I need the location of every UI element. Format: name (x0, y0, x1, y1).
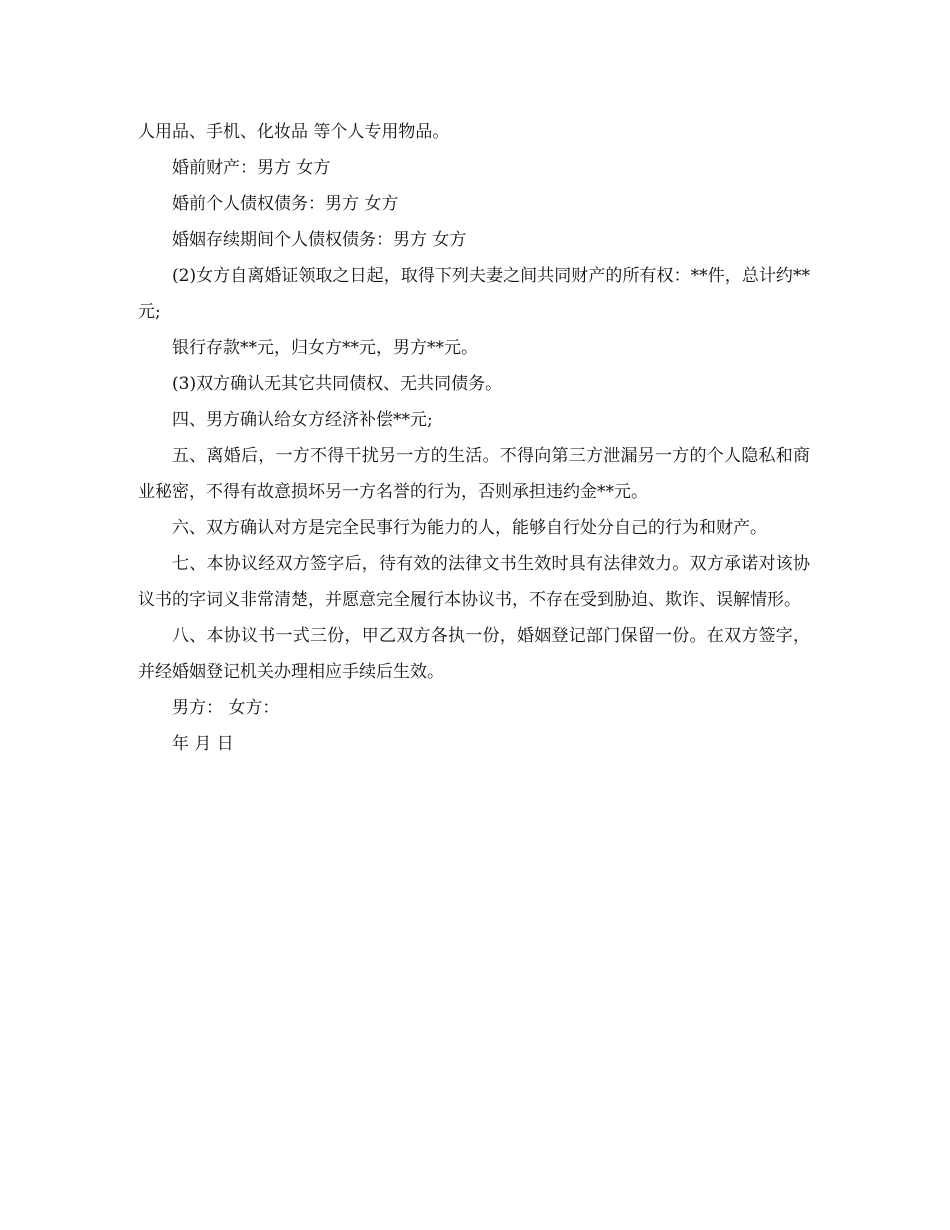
paragraph-article-7: 七、本协议经双方签字后，待有效的法律文书生效时具有法律效力。双方承诺对该协议书的字词义非常清楚，并愿意完全履行本协议书，不存在受到胁迫、欺诈、误解情形。 (138, 554, 810, 610)
document-body (138, 114, 810, 762)
paragraph-premarital-debts: 婚前个人债权债务：男方 女方 (172, 194, 399, 214)
paragraph-clause-2: (2)女方自离婚证领取之日起，取得下列夫妻之间共同财产的所有权：**件，总计约**元; (138, 266, 810, 322)
paragraph-clause-3: (3)双方确认无其它共同债权、无共同债务。 (172, 374, 503, 394)
paragraph-article-5: 五、离婚后，一方不得干扰另一方的生活。不得向第三方泄漏另一方的个人隐私和商业秘密，不得有故意损坏另一方名誉的行为，否则承担违约金**元。 (138, 446, 810, 502)
paragraph-article-4: 四、男方确认给女方经济补偿**元; (172, 410, 433, 430)
paragraph-personal-items: 人用品、手机、化妆品 等个人专用物品。 (138, 122, 450, 142)
paragraph-article-8: 八、本协议书一式三份，甲乙双方各执一份，婚姻登记部门保留一份。在双方签字，并经婚姻登记机关办理相应手续后生效。 (138, 626, 810, 682)
signature-line: 男方： 女方： (172, 698, 280, 718)
paragraph-premarital-property: 婚前财产：男方 女方 (172, 158, 331, 178)
date-line: 年 月 日 (172, 734, 234, 754)
paragraph-article-6: 六、双方确认对方是完全民事行为能力的人，能够自行处分自己的行为和财产。 (172, 518, 767, 538)
paragraph-bank-deposit: 银行存款**元，归女方**元，男方**元。 (172, 338, 478, 358)
paragraph-marriage-debts: 婚姻存续期间个人债权债务：男方 女方 (172, 230, 467, 250)
